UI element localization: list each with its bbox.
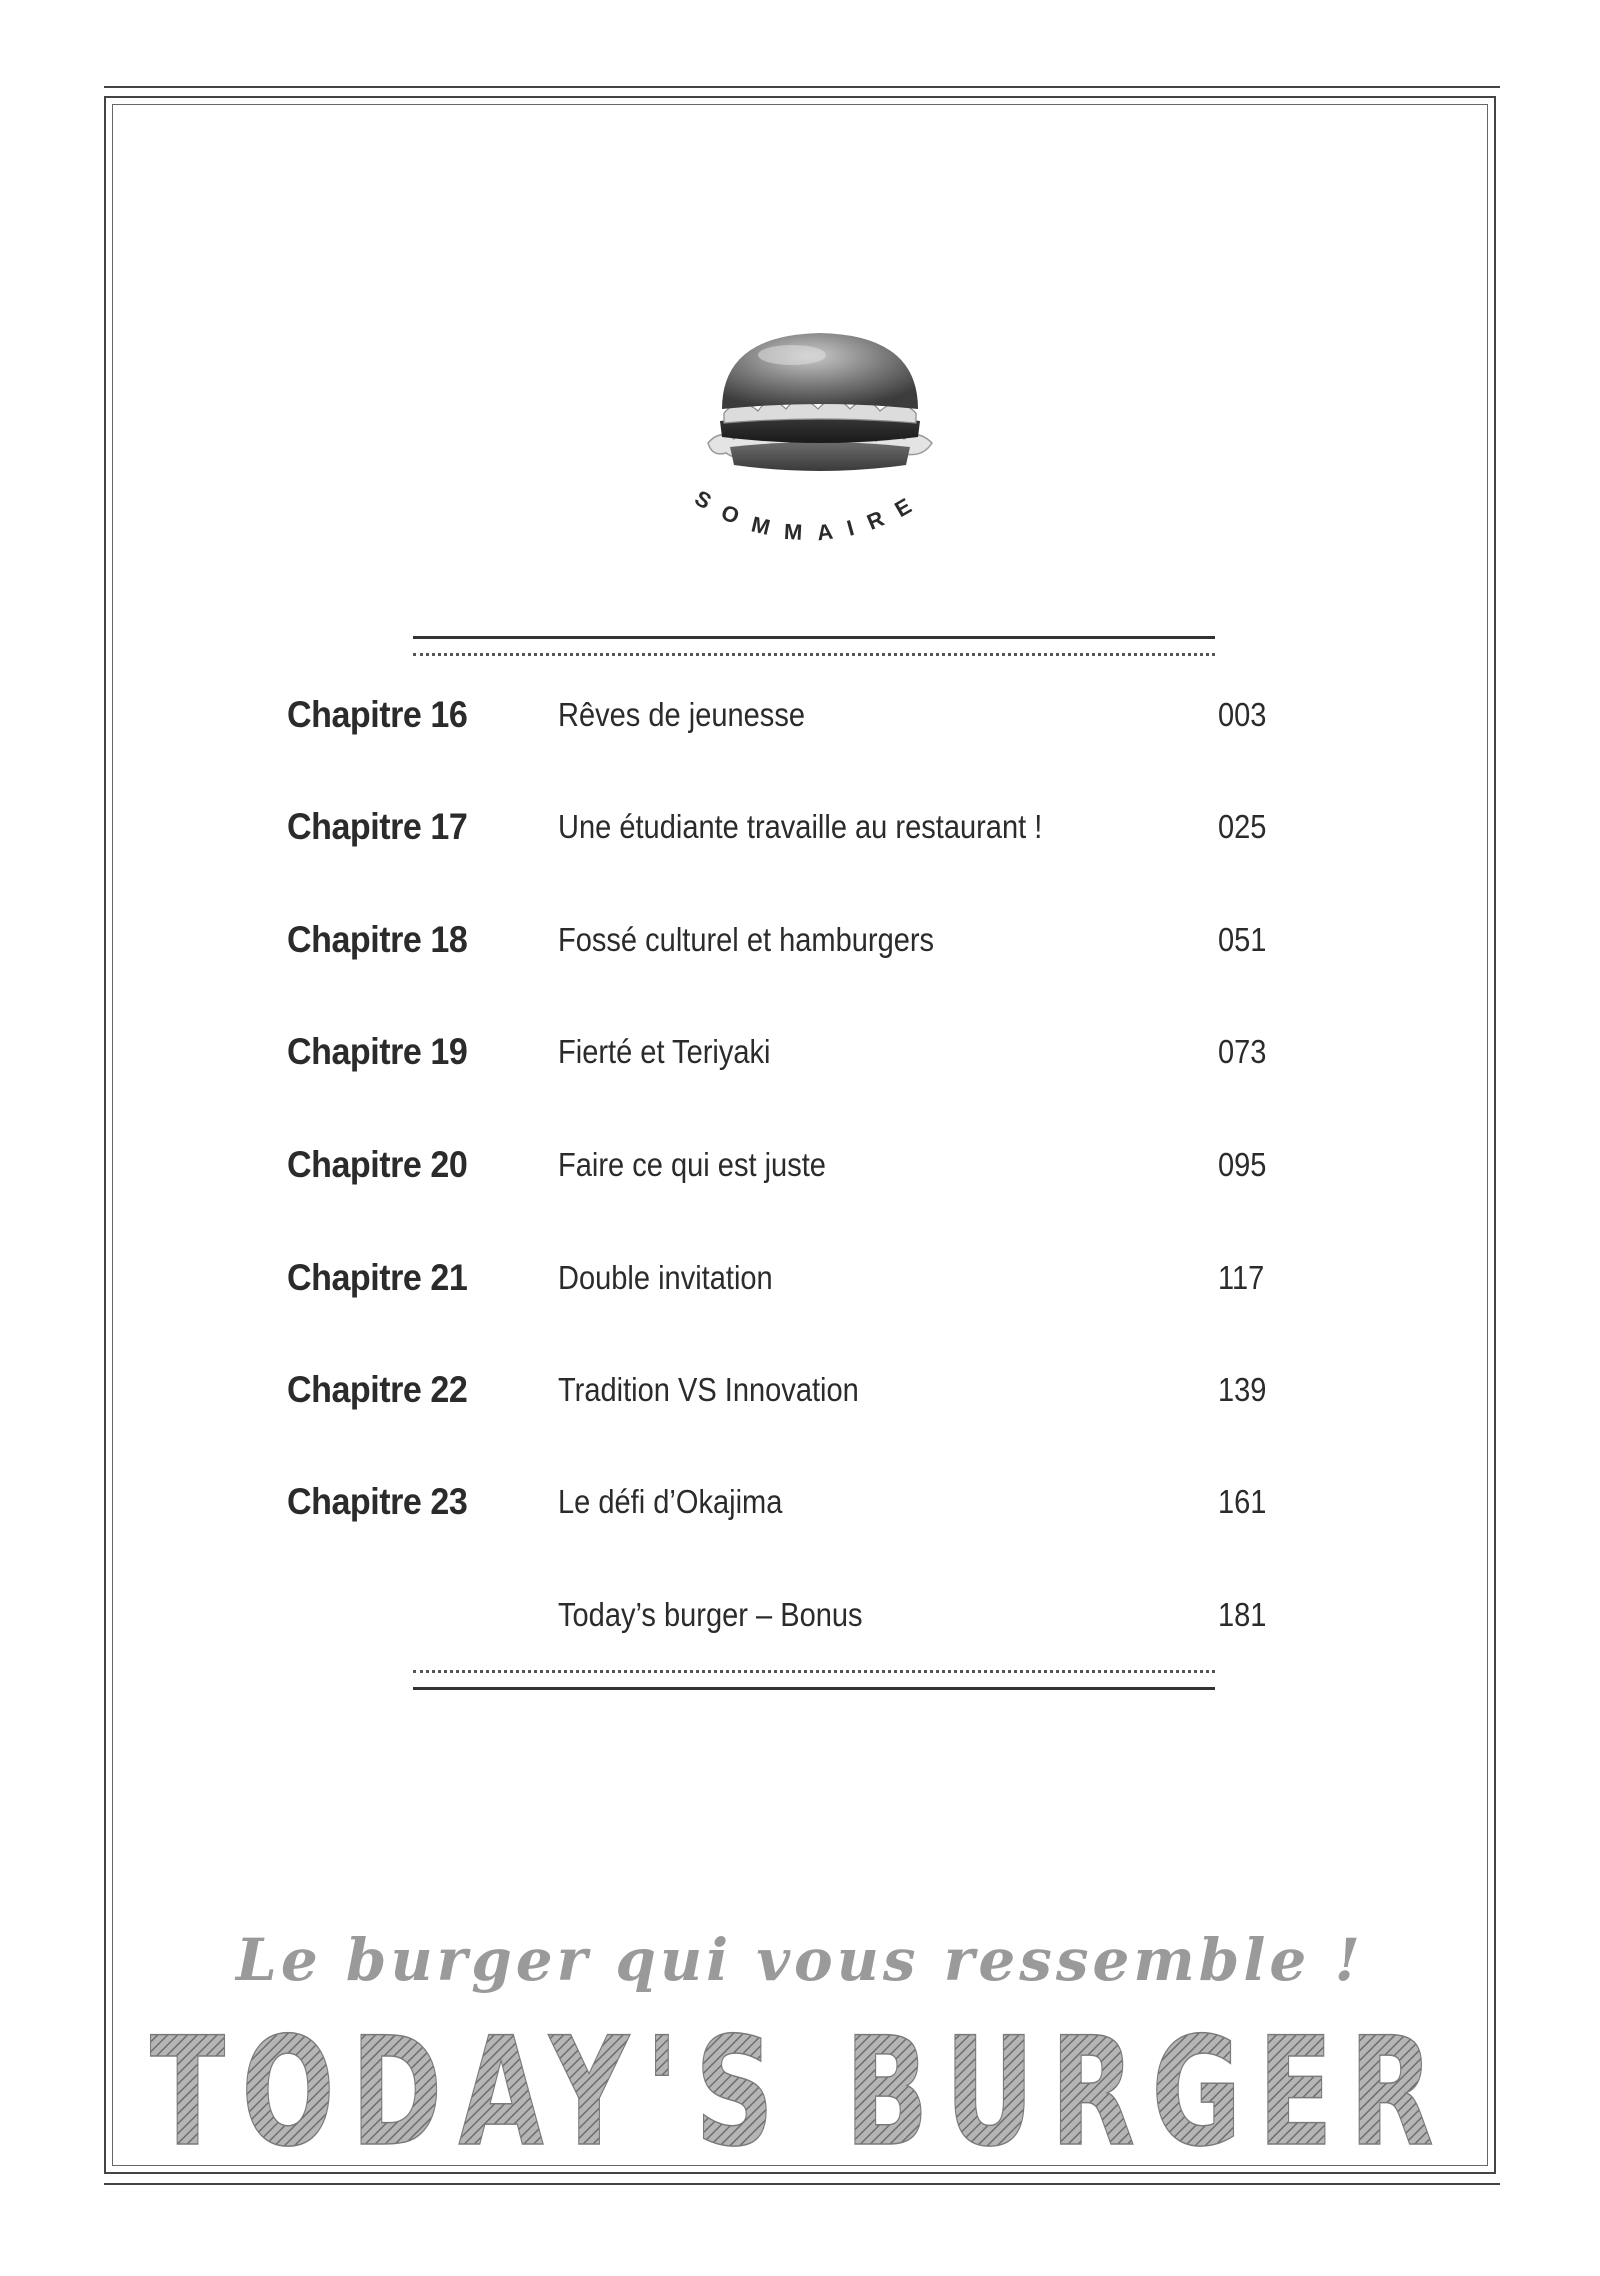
toc-chapter-label: Chapitre 20 [287,1144,468,1185]
toc-page-number: 025 [1218,808,1267,845]
toc-page-number: 095 [1218,1146,1267,1183]
todays-burger-logo [140,2012,1460,2162]
toc-chapter-title: Fierté et Teriyaki [558,1033,771,1070]
toc-bottom-divider [413,1670,1215,1690]
toc-chapter-title: Double invitation [558,1259,773,1296]
toc-row-21[interactable] [0,1248,1600,1308]
toc-chapter-title: Le défi d’Okajima [558,1483,783,1520]
tagline: Le burger qui vous ressemble ! [236,1926,1364,1994]
toc-page-number: 073 [1218,1033,1267,1070]
toc-row-17[interactable] [0,797,1600,857]
toc-chapter-title: Today’s burger – Bonus [558,1596,863,1633]
toc-row-23[interactable] [0,1472,1600,1532]
toc-chapter-title: Fossé culturel et hamburgers [558,921,935,958]
toc-row-bonus[interactable] [0,1585,1600,1645]
toc-page-number: 003 [1218,696,1267,733]
toc-chapter-title: Faire ce qui est juste [558,1146,826,1183]
toc-chapter-label: Chapitre 18 [287,919,468,960]
toc-page-number: 051 [1218,921,1267,958]
toc-row-16[interactable] [0,685,1600,745]
svg-text:SOMMAIRE [691,485,930,546]
toc-row-19[interactable] [0,1022,1600,1082]
toc-chapter-label: Chapitre 16 [287,694,468,735]
logo-text: TODAY'S BURGER [150,2012,1450,2162]
sommaire-text: SOMMAIRE [690,485,930,546]
toc-chapter-label: Chapitre 22 [287,1369,468,1410]
page-top-rule [104,86,1500,88]
toc-chapter-label: Chapitre 21 [287,1257,468,1298]
toc-page-number: 181 [1218,1596,1267,1633]
toc-page-number: 161 [1218,1483,1267,1520]
toc-row-22[interactable] [0,1360,1600,1420]
toc-chapter-title: Une étudiante travaille au restaurant ! [558,808,1043,845]
toc-chapter-title: Tradition VS Innovation [558,1371,859,1408]
toc-row-20[interactable] [0,1135,1600,1195]
toc-chapter-label: Chapitre 17 [287,806,468,847]
toc-chapter-label: Chapitre 23 [287,1481,468,1522]
toc-chapter-label: Chapitre 19 [287,1031,468,1072]
page-bottom-rule [104,2183,1500,2185]
toc-page-number: 139 [1218,1371,1267,1408]
toc-top-divider [413,636,1215,656]
sommaire-title [660,470,960,580]
toc-row-18[interactable] [0,910,1600,970]
toc-page-number: 117 [1218,1259,1265,1296]
toc-chapter-title: Rêves de jeunesse [558,696,806,733]
